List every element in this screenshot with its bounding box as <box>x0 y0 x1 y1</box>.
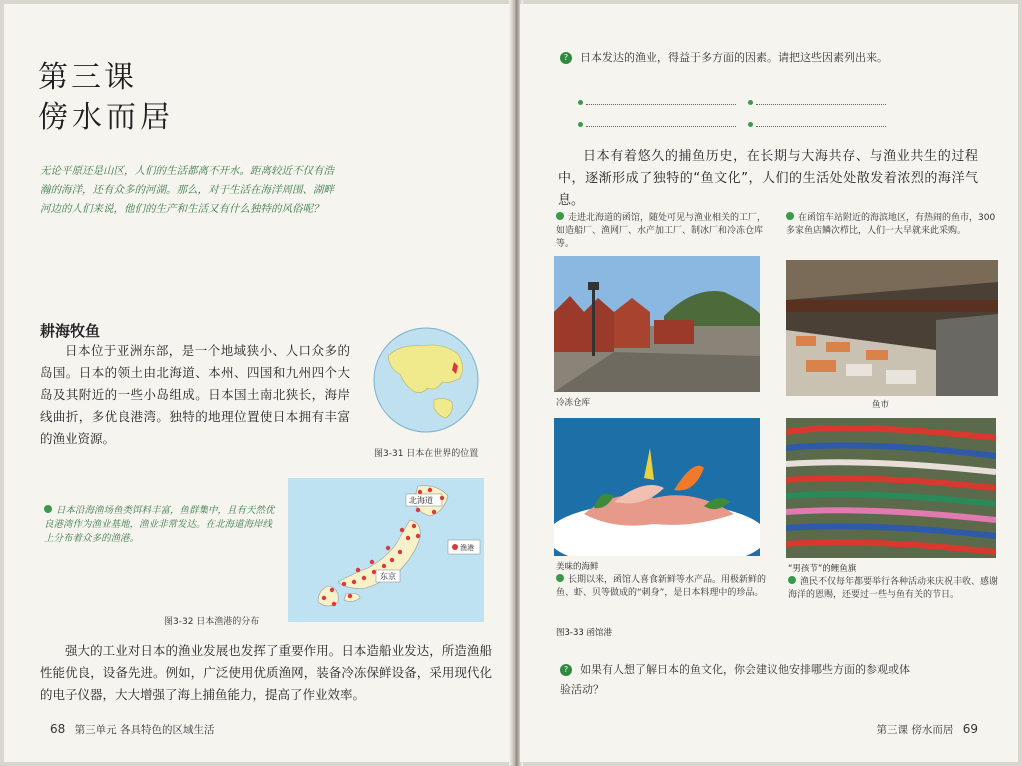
right-footer <box>877 722 984 737</box>
unit-number: 第三单元 <box>74 724 117 736</box>
figure-3-32-caption: 图3-32 日本渔港的分布 <box>164 617 260 627</box>
sashimi-caption: 美味的海鲜 <box>556 562 599 572</box>
left-footer <box>44 722 214 737</box>
figure-3-31-caption: 图3-31 日本在世界的位置 <box>374 449 479 459</box>
note-fish-market <box>786 212 998 238</box>
fishery-note <box>44 504 276 546</box>
map-legend-port: 渔港 <box>460 544 474 552</box>
note-sashimi <box>556 574 766 600</box>
note-warehouse-text: 走进北海道的函馆，随处可见与渔业相关的工厂，如造船厂、渔网厂、水产加工厂、制冰厂和冷冻仓库等。 <box>556 213 767 249</box>
answer-blank-4[interactable] <box>756 116 886 127</box>
lesson-title: 傍水而居 <box>38 100 174 135</box>
activity-icon: ? <box>560 664 572 676</box>
bullet-icon <box>786 212 794 220</box>
koinobori-caption: “男孩节”的鲤鱼旗 <box>788 564 857 574</box>
bullet-icon <box>788 576 796 584</box>
note-warehouse <box>556 212 768 251</box>
bullet-icon <box>44 505 52 513</box>
note-sashimi-text: 长期以来，函馆人喜食新鲜等水产品。用极新鲜的鱼、虾、贝等做成的“刺身”，是日本料理中的珍品。 <box>556 575 767 598</box>
map-label-tokyo: 东京 <box>380 572 396 581</box>
unit-title: 各具特色的区域生活 <box>119 724 215 736</box>
warehouse-caption: 冷冻仓库 <box>556 398 591 408</box>
left-page-number: 68 <box>50 722 66 736</box>
question-top-text: 日本发达的渔业，得益于多方面的因素。请把这些因素列出来。 <box>580 51 888 64</box>
note-fish-market-text: 在函馆车站附近的海滨地区，有热闹的鱼市，300多家鱼店鳞次栉比，人们一大早就来此采购。 <box>786 213 996 236</box>
fish-market-caption: 鱼市 <box>872 400 890 410</box>
globe-map-image <box>370 326 482 434</box>
answer-blank-3[interactable] <box>586 116 736 127</box>
footer-lesson: 第三课 <box>876 724 909 736</box>
section-heading: 耕海牧鱼 <box>40 322 101 340</box>
note-koinobori <box>788 576 998 602</box>
footer-lesson-title: 傍水而居 <box>911 724 954 736</box>
answer-blank-2[interactable] <box>756 94 886 105</box>
fish-market-photo <box>786 260 998 396</box>
figure-3-33-caption: 图3-33 函馆港 <box>556 628 612 638</box>
blank-bullet-icon <box>578 100 583 105</box>
koinobori-photo <box>786 418 996 558</box>
answer-blank-1[interactable] <box>586 94 736 105</box>
blank-bullet-icon <box>748 122 753 127</box>
sashimi-photo <box>554 418 760 556</box>
fishery-note-text: 日本沿海渔场鱼类饵料丰富，鱼群集中，且有天然优良港湾作为渔业基地，渔业非常发达。在北海道海岸线上分布着众多的渔港。 <box>44 505 275 544</box>
paragraph-3: 日本有着悠久的捕鱼历史，在长期与大海共存、与渔业共生的过程中，逐渐形成了独特的“鱼文化”，人们的生活处处散发着浓烈的海洋气息。 <box>558 149 978 208</box>
question-bottom-text: 如果有人想了解日本的鱼文化，你会建议他安排哪些方面的参观或体验活动？ <box>560 663 910 696</box>
right-page-number: 69 <box>962 722 978 736</box>
lesson-intro: 无论平原还是山区，人们的生活都离不开水。距离较近不仅有浩瀚的海洋，还有众多的河湖。那么，对于生活在海洋周围、湖畔河边的人们来说，他们的生产和生活又有什么独特的风俗呢？ <box>40 165 334 215</box>
japan-fishing-ports-map <box>288 478 484 622</box>
activity-question-bottom <box>560 660 920 700</box>
warehouse-photo <box>554 256 760 392</box>
left-page <box>4 4 512 762</box>
lesson-number: 第三课 <box>38 60 137 95</box>
bullet-icon <box>556 574 564 582</box>
blank-bullet-icon <box>748 100 753 105</box>
activity-icon: ? <box>560 52 572 64</box>
bullet-icon <box>556 212 564 220</box>
map-label-hokkaido: 北海道 <box>409 496 433 505</box>
right-page <box>520 4 1018 762</box>
blank-bullet-icon <box>578 122 583 127</box>
paragraph-1: 日本位于亚洲东部，是一个地域狭小、人口众多的岛国。日本的领土由北海道、本州、四国和九州四个大岛及其附近的一些小岛组成。日本国土南北狭长，海岸线曲折，多优良港湾。独特的地理位置使日本拥有丰富的渔业资源。 <box>40 343 350 446</box>
paragraph-2: 强大的工业对日本的渔业发展也发挥了重要作用。日本造船业发达，所造渔船性能优良，设备先进。例如，广泛使用优质渔网，装备冷冻保鲜设备，采用现代化的电子仪器，大大增强了海上捕鱼能力，提高了作业效率。 <box>40 643 492 702</box>
activity-question-top <box>560 48 940 68</box>
note-koinobori-text: 渔民不仅每年都要举行各种活动来庆祝丰收、感谢海洋的恩赐，还要过一些与鱼有关的节日。 <box>788 577 999 600</box>
